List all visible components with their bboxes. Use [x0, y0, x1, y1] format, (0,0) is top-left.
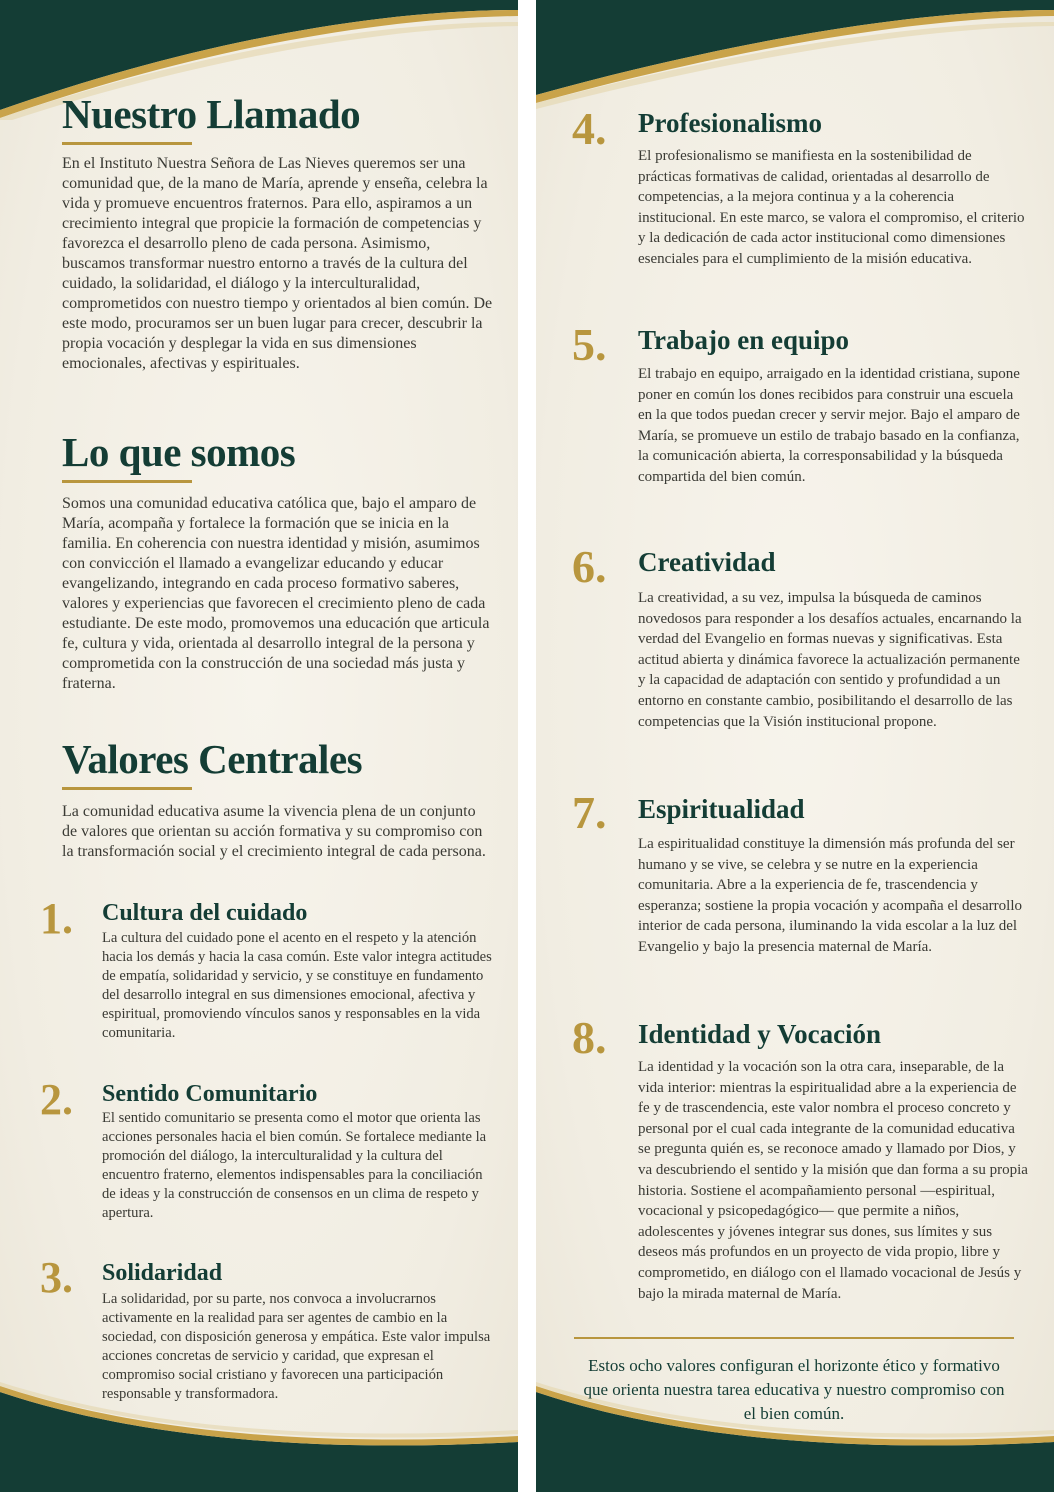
- value-title: Espiritualidad: [638, 794, 805, 824]
- value-text: La cultura del cuidado pone el acento en el respeto y la atención hacia los demás y hacia la casa común. Este valor integra actitudes de empatía, solidaridad y servicio, y se constituye en fundamento del desarrollo integral en sus dimensiones emocional, afectiva y espiritual, promoviendo vínculos sanos y responsables en la vida comunitaria.: [102, 930, 492, 1041]
- closing-divider: [574, 1337, 1014, 1339]
- somos-paragraph: Somos una comunidad educativa católica que, bajo el amparo de María, acompaña y fortalece la formación que se inicia en la familia. En coherencia con nuestra identidad y misión, asumimos con convicción el llamado a evangelizar educando y educar evangelizando, integrando en cada proceso formativo saberes, valores y experiencias que favorecen el crecimiento pleno de cada estudiante. De este modo, promovemos una educación que articula fe, cultura y vida, orientada al desarrollo integral de la persona y comprometida con la construcción de una sociedad más justa y fraterna.: [62, 495, 490, 692]
- value-number: 1.: [40, 894, 73, 943]
- value-text: La identidad y la vocación son la otra cara, inseparable, de la vida interior: mientras la espiritualidad abre a la experiencia de fe y de trascendencia, este valor nombra el proceso concreto y personal por el cual cada integrante de la comunidad educativa se pregunta quién es, se reconoce amado y llamado por Dios, y va descubriendo el sentido y la misión que dan forma a su propia historia. Sostiene el acompañamiento personal —espiritual, vocacional y psicopedagógico— que permite a niños, adolescentes y jóvenes integrar sus dones, sus límites y sus deseos más profundos en un proyecto de vida propio, libre y comprometido, en diálogo con el llamado vocacional de Jesús y bajo la mirada maternal de María.: [638, 1059, 1028, 1302]
- closing-statement: Estos ocho valores configuran el horizonte ético y formativo que orienta nuestra tarea educativa y nuestro compromiso con el bien común.: [583, 1356, 1005, 1423]
- section-title-lo-que-somos: Lo que somos: [62, 429, 296, 475]
- valores-intro: La comunidad educativa asume la vivencia plena de un conjunto de valores que orientan su acción formativa y su compromiso con la transformación social y el crecimiento integral de cada persona.: [62, 803, 486, 860]
- value-text: La solidaridad, por su parte, nos convoca a involucrarnos activamente en la realidad para ser agentes de cambio en la sociedad, con disposición generosa y empática. Este valor impulsa acciones concretas de servicio y caridad, que expresan el compromiso social cristiano y favorecen una participación responsable y transformadora.: [102, 1291, 491, 1402]
- value-text: El trabajo en equipo, arraigado en la identidad cristiana, supone poner en común los dones recibidos para construir una escuela en la que todos puedan crecer y servir mejor. Bajo el amparo de María, se promueve un estilo de trabajo basado en la confianza, la comunicación abierta, la corresponsabilidad y la búsqueda compartida del bien común.: [638, 366, 1020, 485]
- value-title: Sentido Comunitario: [102, 1081, 318, 1107]
- section-title-nuestro-llamado: Nuestro Llamado: [62, 91, 361, 137]
- value-number: 2.: [40, 1075, 73, 1124]
- title-underline: [62, 142, 192, 145]
- value-title: Cultura del cuidado: [102, 900, 308, 926]
- value-number: 4.: [572, 103, 607, 154]
- value-text: El profesionalismo se manifiesta en la sostenibilidad de prácticas formativas de calidad, orientadas al desarrollo de competencias, a la mejora continua y a la coherencia institucional. En este marco, se valora el compromiso, el criterio y la dedicación de cada actor institucional como dimensiones esenciales para el cumplimiento de la misión educativa.: [638, 148, 1025, 267]
- value-number: 7.: [572, 787, 607, 838]
- value-title: Trabajo en equipo: [638, 325, 850, 355]
- value-number: 3.: [40, 1253, 73, 1302]
- value-title: Creatividad: [638, 547, 776, 577]
- value-title: Profesionalismo: [638, 108, 822, 138]
- value-text: La espiritualidad constituye la dimensión más profunda del ser humano y se vive, se celebra y se nutre en la experiencia comunitaria. Abre a la experiencia de fe, trascendencia y esperanza; sostiene la propia vocación y acompaña el desarrollo interior de cada persona, iluminando la vida escolar a la luz del Evangelio y bajo la presencia maternal de María.: [638, 836, 1023, 955]
- llamado-paragraph: En el Instituto Nuestra Señora de Las Nieves queremos ser una comunidad que, de la mano de María, aprende y enseña, celebra la vida y promueve encuentros fraternos. Para ello, aspiramos a un crecimiento integral que propicie la formación de competencias y favorezca el desarrollo pleno de cada persona. Asimismo, buscamos transformar nuestro entorno a través de la cultura del cuidado, la solidaridad, el diálogo y la interculturalidad, comprometidos con nuestro tiempo y orientados al bien común. De este modo, procuramos ser un buen lugar para crecer, descubrir la propia vocación y desplegar la vida en sus dimensiones emocionales, afectivas y espirituales.: [62, 155, 493, 372]
- title-underline: [62, 480, 192, 483]
- value-text: La creatividad, a su vez, impulsa la búsqueda de caminos novedosos para responder a los desafíos actuales, encarnando la verdad del Evangelio en formas nuevas y significativas. Esta actitud abierta y dinámica favorece la actualización permanente y la capacidad de adaptación con sentido y profundidad a un entorno en constante cambio, posibilitando el desarrollo de las competencias que la Visión institucional propone.: [638, 590, 1022, 730]
- value-title: Identidad y Vocación: [638, 1019, 882, 1049]
- right-panel: [536, 0, 1054, 1492]
- value-number: 6.: [572, 541, 607, 592]
- value-number: 5.: [572, 319, 607, 370]
- section-title-valores-centrales: Valores Centrales: [62, 736, 363, 782]
- left-panel: [0, 0, 518, 1492]
- value-text: El sentido comunitario se presenta como el motor que orienta las acciones personales hacia el bien común. Se fortalece mediante la promoción del diálogo, la interculturalidad y la cultura del encuentro fraterno, elementos indispensables para la conciliación de ideas y la construcción de consensos en un clima de respeto y apertura.: [102, 1110, 487, 1221]
- value-title: Solidaridad: [102, 1260, 223, 1286]
- title-underline: [62, 787, 192, 790]
- value-number: 8.: [572, 1012, 607, 1063]
